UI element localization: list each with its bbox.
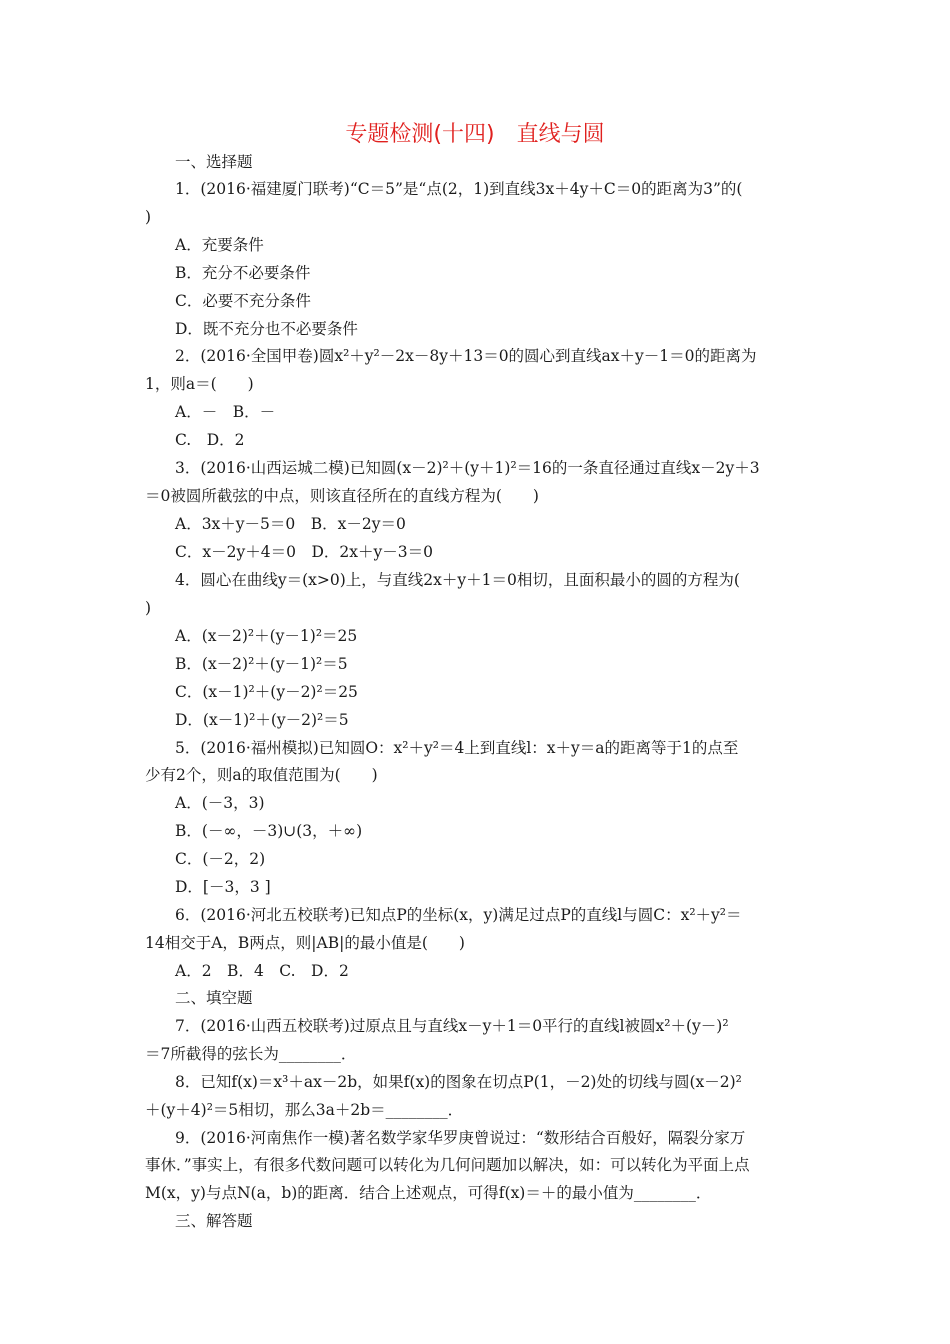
text-line: D．[－3，3 ] (175, 878, 271, 896)
text-line: 二、填空题 (175, 989, 253, 1007)
text-line: 6．(2016·河北五校联考)已知点P的坐标(x，y)满足过点P的直线l与圆C：x²＋y²＝ (175, 906, 742, 924)
text-line: 3．(2016·山西运城二模)已知圆(x－2)²＋(y＋1)²＝16的一条直径通过直线x－2y＋3 (175, 459, 760, 477)
text-line: D．既不充分也不必要条件 (175, 320, 358, 338)
text-line: C. D．2 (175, 431, 245, 449)
page-title: 专题检测(十四) 直线与圆 (345, 122, 605, 147)
text-line: 8．已知f(x)＝x³＋ax－2b，如果f(x)的图象在切点P(1，－2)处的切线与圆(x－2)² (175, 1073, 742, 1091)
text-line: A．3x＋y－5＝0 B．x－2y＝0 (175, 515, 406, 533)
text-line: 1．(2016·福建厦门联考)“C＝5”是“点(2，1)到直线3x＋4y＋C＝0的距离为3”的( (175, 180, 743, 198)
text-line: ＝0被圆所截弦的中点，则该直径所在的直线方程为( ) (145, 487, 539, 505)
text-line: 1，则a＝( ) (145, 375, 254, 393)
text-line: A．(－3，3) (175, 794, 265, 812)
text-line: 14相交于A，B两点，则|AB|的最小值是( ) (145, 934, 465, 952)
text-line: ＝7所截得的弦长为________． (145, 1045, 357, 1063)
text-line: A．2 B．4 C. D．2 (175, 962, 349, 980)
text-line: C．(x－1)²＋(y－2)²＝25 (175, 683, 358, 701)
text-line: B．(x－2)²＋(y－1)²＝5 (175, 655, 348, 673)
text-line: A．(x－2)²＋(y－1)²＝25 (175, 627, 358, 645)
text-line: C．必要不充分条件 (175, 292, 311, 310)
text-line: C．x－2y＋4＝0 D．2x＋y－3＝0 (175, 543, 433, 561)
text-line: 5．(2016·福州模拟)已知圆O：x²＋y²＝4上到直线l：x＋y＝a的距离等于1的点至 (175, 739, 739, 757)
text-line: ) (145, 208, 152, 226)
text-line: 少有2个，则a的取值范围为( ) (145, 766, 378, 784)
text-line: A．－ B．－ (175, 403, 276, 421)
text-line: 三、解答题 (175, 1212, 253, 1230)
text-line: 7．(2016·山西五校联考)过原点且与直线x－y＋1＝0平行的直线l被圆x²＋(y－)² (175, 1017, 729, 1035)
text-line: ＋(y＋4)²＝5相切，那么3a＋2b＝________． (145, 1101, 464, 1119)
text-line: 一、选择题 (175, 153, 253, 171)
text-line: C．(－2，2) (175, 850, 266, 868)
text-line: A．充要条件 (175, 236, 264, 254)
text-line: B．充分不必要条件 (175, 264, 311, 282)
text-line: 4．圆心在曲线y＝(x>0)上，与直线2x＋y＋1＝0相切，且面积最小的圆的方程为( (175, 571, 740, 589)
text-line: 事休．”事实上，有很多代数问题可以转化为几何问题加以解决，如：可以转化为平面上点 (145, 1156, 750, 1174)
text-line: D．(x－1)²＋(y－2)²＝5 (175, 711, 349, 729)
text-line: B．(－∞，－3)∪(3，＋∞) (175, 822, 363, 840)
text-line: 9．(2016·河南焦作一模)著名数学家华罗庚曾说过：“数形结合百般好，隔裂分家万 (175, 1129, 746, 1147)
text-line: ) (145, 599, 152, 617)
text-line: M(x，y)与点N(a，b)的距离．结合上述观点，可得f(x)＝＋的最小值为________． (145, 1184, 712, 1202)
text-line: 2．(2016·全国甲卷)圆x²＋y²－2x－8y＋13＝0的圆心到直线ax＋y－1＝0的距离为 (175, 347, 757, 365)
